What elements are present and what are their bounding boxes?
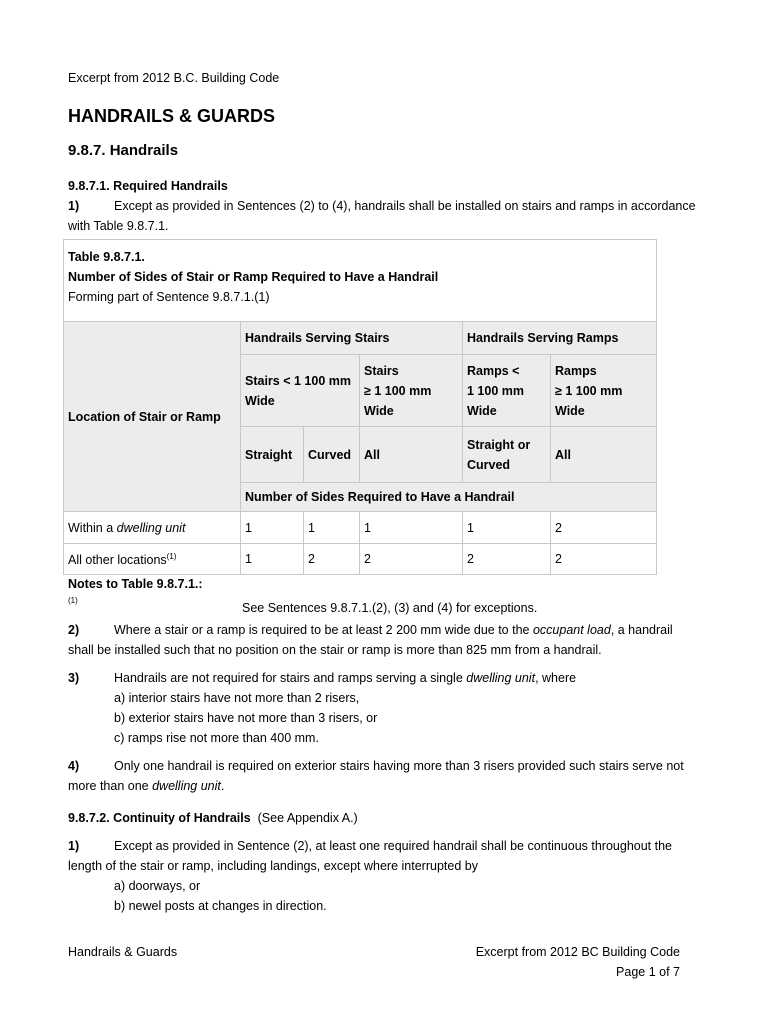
continuity-sentence-1 <box>68 836 700 916</box>
table-row <box>64 512 657 544</box>
row-label-text: Within a <box>68 520 117 535</box>
note-1 <box>68 598 700 618</box>
header-line: Wide <box>555 403 585 418</box>
table-cell: 2 <box>551 544 657 575</box>
ramps-group-header: Handrails Serving Ramps <box>463 322 657 355</box>
header-line: Wide <box>364 403 394 418</box>
list-item: a) doorways, or <box>114 879 201 893</box>
sides-required-header: Number of Sides Required to Have a Handrail <box>241 483 657 512</box>
straight-or-curved-header: Straight or Curved <box>463 427 551 483</box>
sentence-text: , a handrail shall be installed such that no position on the stair or ramp is more than 825 mm from a handrail. <box>68 623 673 657</box>
sentence-4 <box>68 756 700 796</box>
subsection-heading-2 <box>68 808 700 828</box>
table-cell: 1 <box>304 512 360 544</box>
ramps-wide-header <box>551 355 657 427</box>
sentence-text: Only one handrail is required on exterior stairs having more than 3 risers provided such stairs serve not more than one <box>68 759 684 793</box>
sentence-1 <box>68 196 700 236</box>
defined-term: dwelling unit <box>152 779 221 793</box>
table-cell: 2 <box>463 544 551 575</box>
sentence-number: 4) <box>68 759 80 773</box>
header-line: Ramps <box>555 363 597 378</box>
defined-term: occupant load <box>532 623 611 637</box>
sentence-3 <box>68 668 700 748</box>
table-cell: 1 <box>360 512 463 544</box>
header-line: Wide <box>467 403 497 418</box>
sentence-text: , where <box>535 671 577 685</box>
table-cell: 2 <box>304 544 360 575</box>
row-label-term: dwelling unit <box>116 520 186 535</box>
sentence-text: Where a stair or a ramp is required to be at least 2 200 mm wide due to the <box>114 623 533 637</box>
table-cell: 1 <box>241 544 304 575</box>
table-reference: Forming part of Sentence 9.8.7.1.(1) <box>68 290 270 304</box>
sentence-text: Handrails are not required for stairs and ramps serving a single <box>114 671 467 685</box>
subsection-heading: 9.8.7.1. Required Handrails <box>68 179 228 193</box>
list-item: a) interior stairs have not more than 2 risers, <box>114 691 360 705</box>
sentence-number: 1) <box>68 839 80 853</box>
straight-header: Straight <box>241 427 304 483</box>
sentence-number: 1) <box>68 199 80 213</box>
footer-source: Excerpt from 2012 BC Building Code <box>475 945 680 959</box>
table-number: Table 9.8.7.1. <box>68 250 145 264</box>
note-mark: (1) <box>68 596 78 605</box>
sentence-number: 3) <box>68 671 80 685</box>
sentence-2 <box>68 620 700 660</box>
header-line: 1 100 mm <box>467 383 524 398</box>
list-item: b) newel posts at changes in direction. <box>114 899 327 913</box>
row-label-text: All other locations <box>68 553 167 568</box>
all-ramps-header: All <box>551 427 657 483</box>
sentence-text: Except as provided in Sentence (2), at least one required handrail shall be continuous throughout the length of the stair or ramp, including landings, except where interrupted by <box>68 839 673 873</box>
all-stairs-header: All <box>360 427 463 483</box>
header-line: ≥ 1 100 mm <box>555 383 623 398</box>
footer-right <box>476 942 680 982</box>
table-cell: 1 <box>241 512 304 544</box>
table-caption <box>64 240 657 322</box>
sentence-number: 2) <box>68 623 80 637</box>
page-number: Page 1 of 7 <box>616 965 680 979</box>
appendix-reference: (See Appendix A.) <box>257 811 358 825</box>
table-cell: 2 <box>551 512 657 544</box>
notes-heading: Notes to Table 9.8.7.1.: <box>68 577 203 591</box>
row-label <box>64 544 241 575</box>
table-cell: 2 <box>360 544 463 575</box>
footnote-mark: (1) <box>166 552 177 562</box>
stairs-wide-header <box>360 355 463 427</box>
note-text: See Sentences 9.8.7.1.(2), (3) and (4) for exceptions. <box>242 601 538 615</box>
ramps-narrow-header <box>463 355 551 427</box>
list-item: c) ramps rise not more than 400 mm. <box>114 731 319 745</box>
location-header: Location of Stair or Ramp <box>64 322 241 512</box>
stairs-group-header: Handrails Serving Stairs <box>241 322 463 355</box>
sentence-text: Except as provided in Sentences (2) to (4), handrails shall be installed on stairs and ramps in accordance with Table 9.8.7.1. <box>68 199 696 233</box>
handrail-table <box>63 239 657 575</box>
curved-header: Curved <box>304 427 360 483</box>
document-header: Excerpt from 2012 B.C. Building Code <box>68 71 280 85</box>
table-cell: 1 <box>463 512 551 544</box>
page-title: HANDRAILS & GUARDS <box>68 106 275 126</box>
header-line: Stairs <box>364 363 399 378</box>
stairs-narrow-header: Stairs < 1 100 mm Wide <box>241 355 360 427</box>
table-row <box>64 544 657 575</box>
subsection-title: 9.8.7.2. Continuity of Handrails <box>68 811 251 825</box>
row-label <box>64 512 241 544</box>
list-item: b) exterior stairs have not more than 3 risers, or <box>114 711 378 725</box>
section-heading: 9.8.7. Handrails <box>68 142 179 159</box>
defined-term: dwelling unit <box>466 671 536 685</box>
header-line: ≥ 1 100 mm <box>364 383 432 398</box>
header-line: Ramps < <box>467 363 520 378</box>
sentence-text: . <box>220 779 225 793</box>
table-title: Number of Sides of Stair or Ramp Required to Have a Handrail <box>68 270 439 284</box>
footer-left: Handrails & Guards <box>68 945 178 959</box>
